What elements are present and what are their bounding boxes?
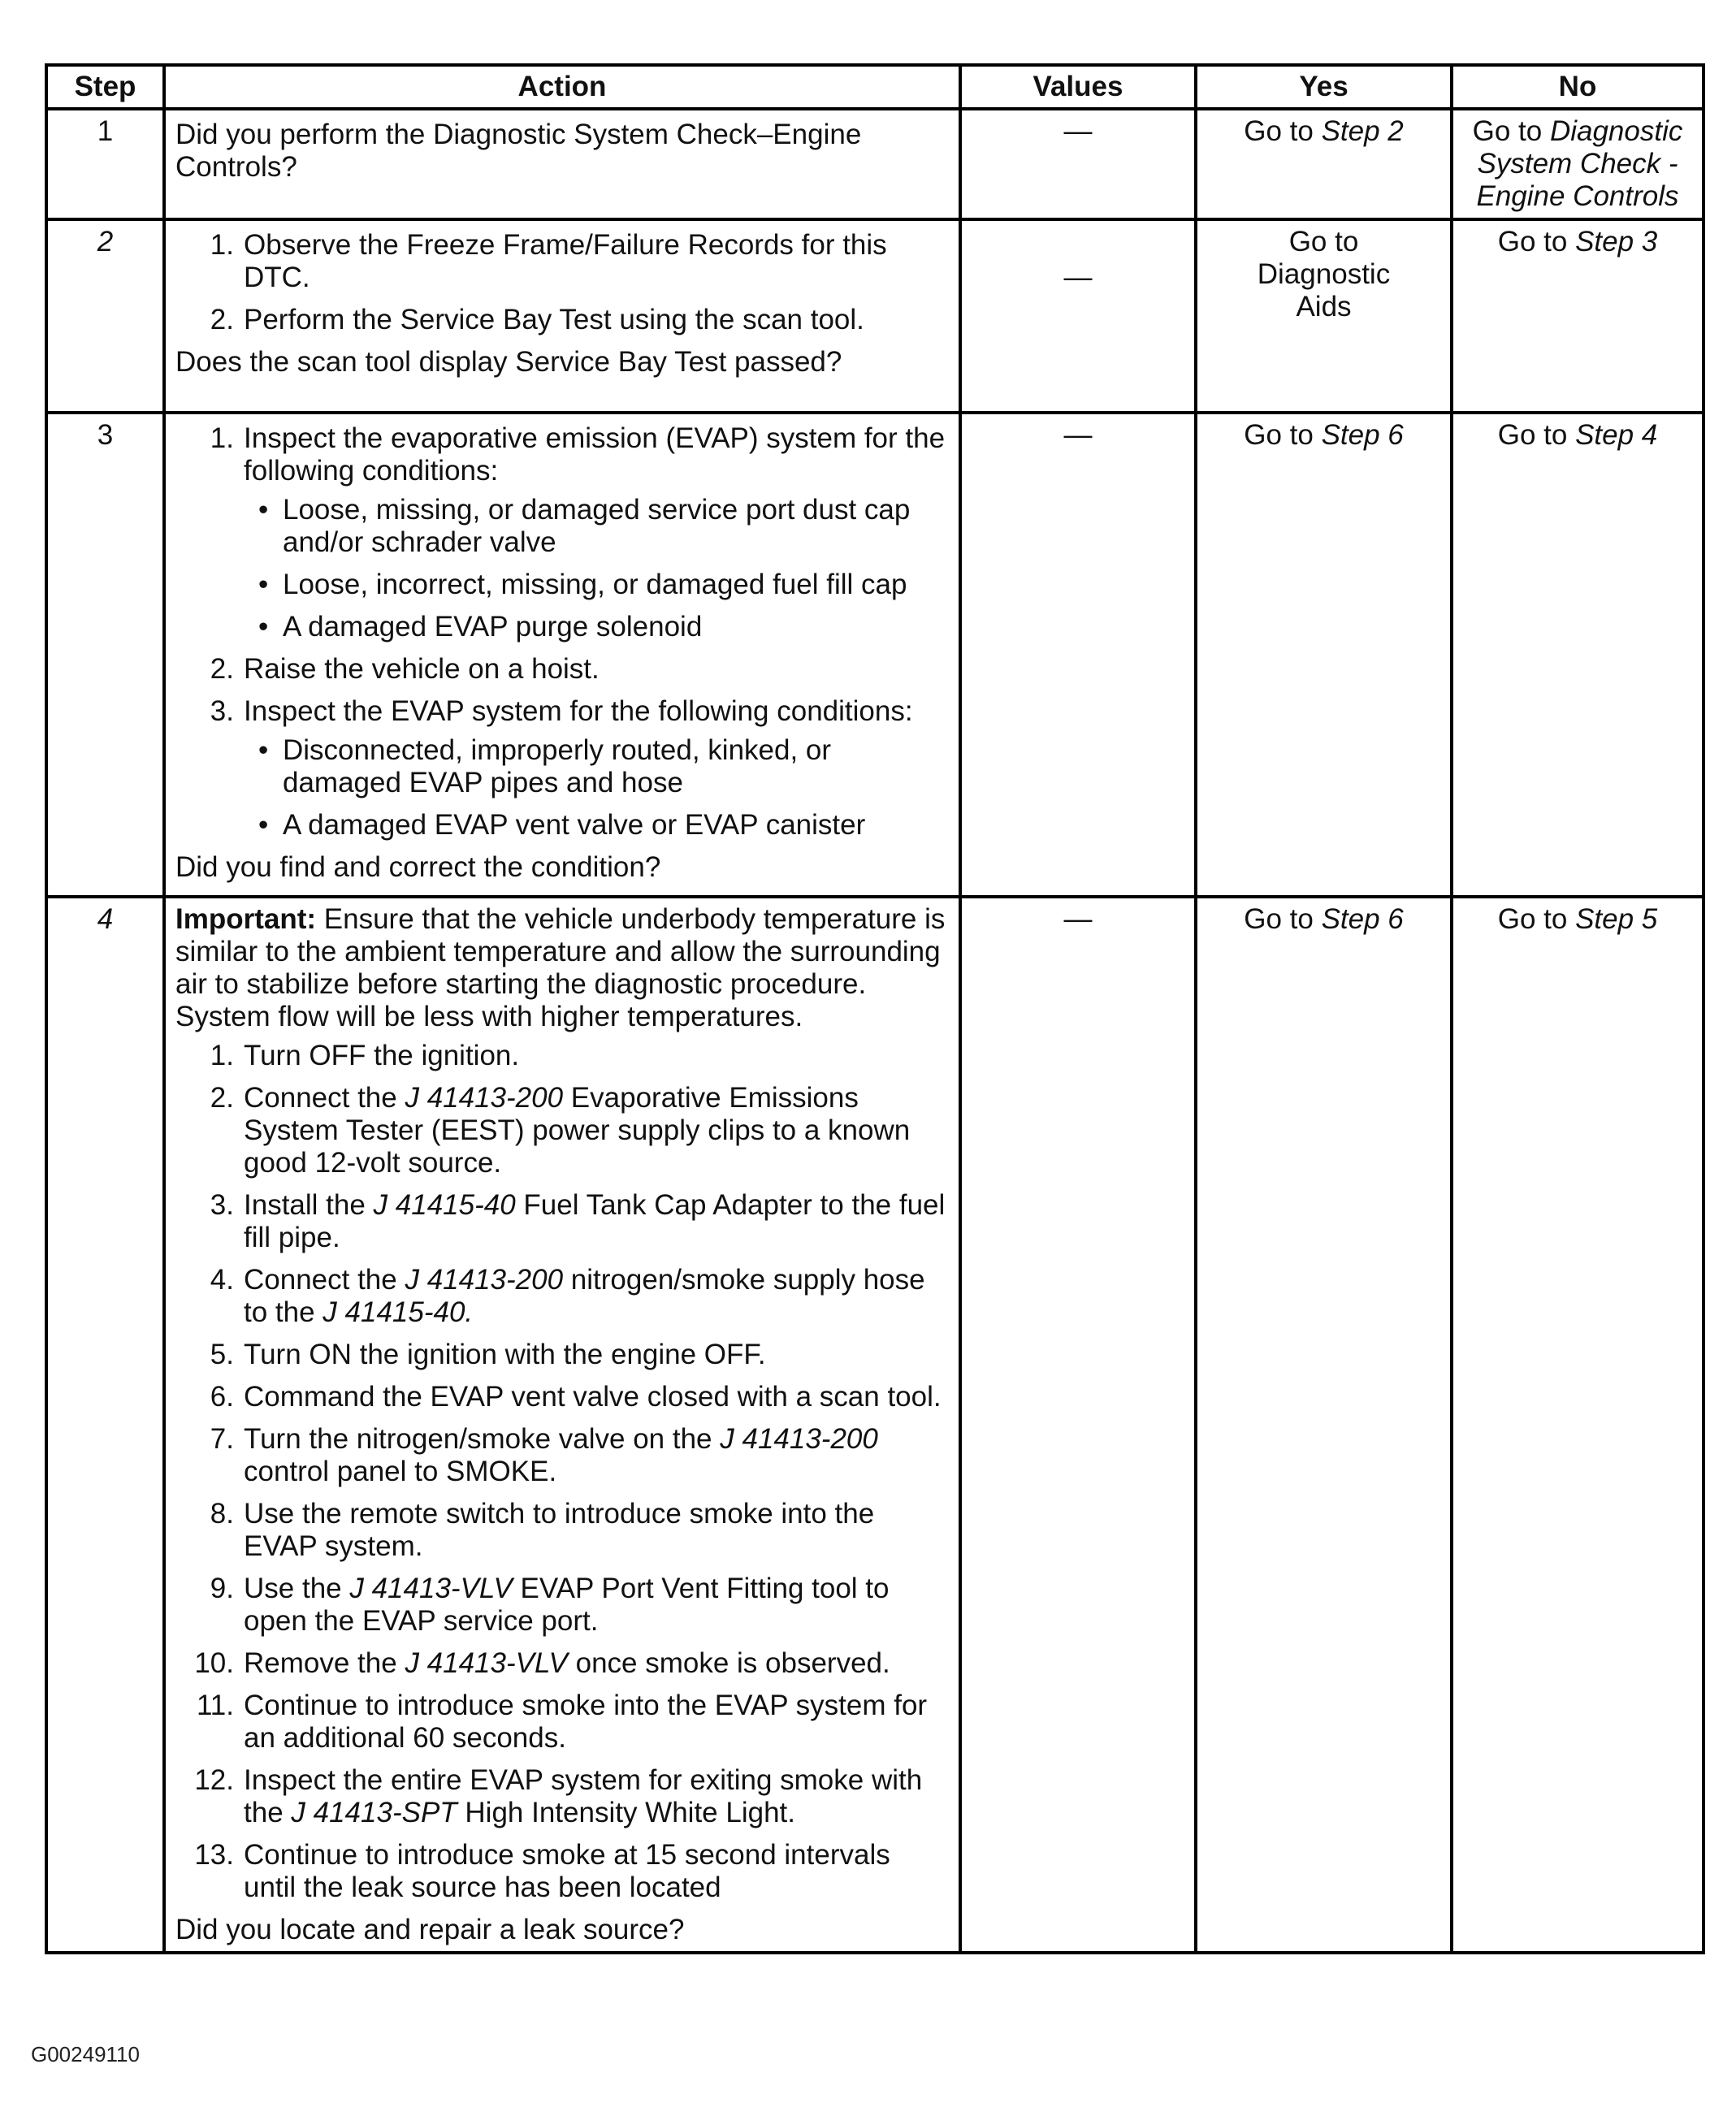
- list-item: 3. Install the J 41415-40 Fuel Tank Cap Adapter to the fuel fill pipe.: [210, 1189, 946, 1253]
- header-action: Action: [164, 65, 960, 109]
- no-step-link[interactable]: Diagnostic System Check - Engine Controls: [1476, 115, 1683, 212]
- action-cell: [164, 219, 960, 413]
- list-item: 5. Turn ON the ignition with the engine OFF.: [210, 1339, 766, 1370]
- header-no: No: [1452, 65, 1704, 109]
- tool-ref: J 41415-40: [373, 1189, 516, 1221]
- no-prefix: Go to: [1497, 226, 1576, 257]
- list-item: 13. Continue to introduce smoke at 15 second intervals until the leak source has been located: [194, 1839, 890, 1903]
- tool-ref: J 41413-200: [405, 1264, 564, 1296]
- yes-prefix: Go to: [1244, 115, 1322, 147]
- list-item: 2. Perform the Service Bay Test using the scan tool.: [210, 304, 864, 335]
- yes-cell: [1196, 109, 1452, 219]
- step-number: 3: [46, 413, 164, 897]
- no-prefix: Go to: [1497, 903, 1576, 935]
- diagnostic-table: [45, 63, 1705, 1954]
- procedure-list: [175, 1040, 949, 1904]
- no-cell: [1452, 413, 1704, 897]
- yes-step-link[interactable]: Step 6: [1321, 903, 1404, 935]
- no-cell: [1452, 109, 1704, 219]
- action-question: Does the scan tool display Service Bay Test passed?: [175, 346, 842, 378]
- bullet-item: • A damaged EVAP vent valve or EVAP canister: [244, 809, 949, 842]
- action-question: Did you locate and repair a leak source?: [175, 1914, 685, 1945]
- yes-prefix: Go to: [1244, 903, 1322, 935]
- table-row: [46, 109, 1704, 219]
- list-item: 3. Inspect the EVAP system for the following conditions: • Disconnected, improperly routed, kinked, or damaged EVAP pipes and hose • A damaged EVAP vent valve or EVAP canister: [175, 695, 949, 842]
- list-item: 6. Command the EVAP vent valve closed with a scan tool.: [210, 1381, 942, 1413]
- table-row: [46, 413, 1704, 897]
- header-values: Values: [960, 65, 1196, 109]
- tool-ref: J 41413-VLV: [349, 1573, 513, 1604]
- list-item: 12. Inspect the entire EVAP system for exiting smoke with the J 41413-SPT High Intensity White Light.: [194, 1764, 923, 1828]
- important-note: [175, 903, 949, 1033]
- bullet-item: • Loose, missing, or damaged service port dust cap and/or schrader valve: [244, 494, 949, 559]
- action-cell: [164, 413, 960, 897]
- tool-ref: J 41413-200: [720, 1423, 878, 1455]
- list-item: 11. Continue to introduce smoke into the EVAP system for an additional 60 seconds.: [196, 1690, 928, 1754]
- tool-ref: J 41413-SPT: [291, 1797, 457, 1828]
- figure-id: G00249110: [31, 2042, 140, 2066]
- important-text: Ensure that the vehicle underbody temperature is similar to the ambient temperature and allow the surrounding air to stabilize before starting the diagnostic procedure. System flow will be less with higher temperatures.: [175, 903, 946, 1032]
- yes-cell: [1196, 413, 1452, 897]
- no-cell: [1452, 897, 1704, 1953]
- step-number: 4: [46, 897, 164, 1953]
- no-step-link[interactable]: Step 4: [1575, 419, 1658, 451]
- list-item: 10. Remove the J 41413-VLV once smoke is observed.: [194, 1647, 890, 1679]
- no-cell: [1452, 219, 1704, 413]
- yes-prefix: Go to: [1244, 419, 1322, 451]
- table-row: [46, 897, 1704, 1953]
- list-item: 4. Connect the J 41413-200 nitrogen/smoke supply hose to the J 41415-40.: [210, 1264, 925, 1328]
- action-question: Did you find and correct the condition?: [175, 851, 661, 883]
- bullet-item: • Disconnected, improperly routed, kinked, or damaged EVAP pipes and hose: [244, 734, 949, 799]
- step-number: 1: [46, 109, 164, 219]
- tool-ref: J 41413-200: [405, 1082, 564, 1114]
- bullet-item: • A damaged EVAP purge solenoid: [244, 611, 949, 643]
- action-cell: [164, 109, 960, 219]
- procedure-list: [175, 229, 949, 336]
- list-item: 2. Raise the vehicle on a hoist.: [210, 653, 600, 685]
- values-cell: —: [960, 413, 1196, 897]
- yes-cell[interactable]: Go to Diagnostic Aids: [1196, 219, 1452, 413]
- step-number: 2: [46, 219, 164, 413]
- action-cell: [164, 897, 960, 1953]
- tool-ref: J 41413-VLV: [405, 1647, 568, 1679]
- yes-step-link[interactable]: Step 2: [1321, 115, 1404, 147]
- header-yes: Yes: [1196, 65, 1452, 109]
- procedure-list: [175, 422, 949, 842]
- header-step: Step: [46, 65, 164, 109]
- no-prefix: Go to: [1472, 115, 1550, 147]
- table-header-row: [46, 65, 1704, 109]
- values-cell: —: [960, 109, 1196, 219]
- list-item: 1. Observe the Freeze Frame/Failure Records for this DTC.: [210, 229, 887, 293]
- no-step-link[interactable]: Step 5: [1575, 903, 1658, 935]
- table-row: [46, 219, 1704, 413]
- values-cell: —: [960, 219, 1196, 413]
- no-step-link[interactable]: Step 3: [1575, 226, 1658, 257]
- tool-ref: J 41415-40.: [323, 1296, 474, 1328]
- list-item: 2. Connect the J 41413-200 Evaporative Emissions System Tester (EEST) power supply clips to a known good 12-volt source.: [210, 1082, 911, 1179]
- list-item: 1. Turn OFF the ignition.: [210, 1040, 520, 1071]
- list-item: 7. Turn the nitrogen/smoke valve on the J 41413-200 control panel to SMOKE.: [210, 1423, 878, 1487]
- values-cell: —: [960, 897, 1196, 1953]
- yes-cell: [1196, 897, 1452, 1953]
- list-item: 1. Inspect the evaporative emission (EVAP) system for the following conditions: • Loose, missing, or damaged service port dust cap and/or schrader valve • Loose, incorrect, missing, or damaged fuel fill cap • A damaged EVAP purge solenoid: [175, 422, 949, 643]
- no-prefix: Go to: [1497, 419, 1576, 451]
- important-label: Important:: [175, 903, 317, 935]
- bullet-item: • Loose, incorrect, missing, or damaged fuel fill cap: [244, 569, 949, 601]
- condition-list: [244, 494, 949, 643]
- action-question: Did you perform the Diagnostic System Check–Engine Controls?: [175, 119, 862, 183]
- yes-step-link[interactable]: Step 6: [1321, 419, 1404, 451]
- condition-list: [244, 734, 949, 842]
- list-item: 8. Use the remote switch to introduce smoke into the EVAP system.: [210, 1498, 875, 1562]
- list-item: 9. Use the J 41413-VLV EVAP Port Vent Fitting tool to open the EVAP service port.: [210, 1573, 890, 1637]
